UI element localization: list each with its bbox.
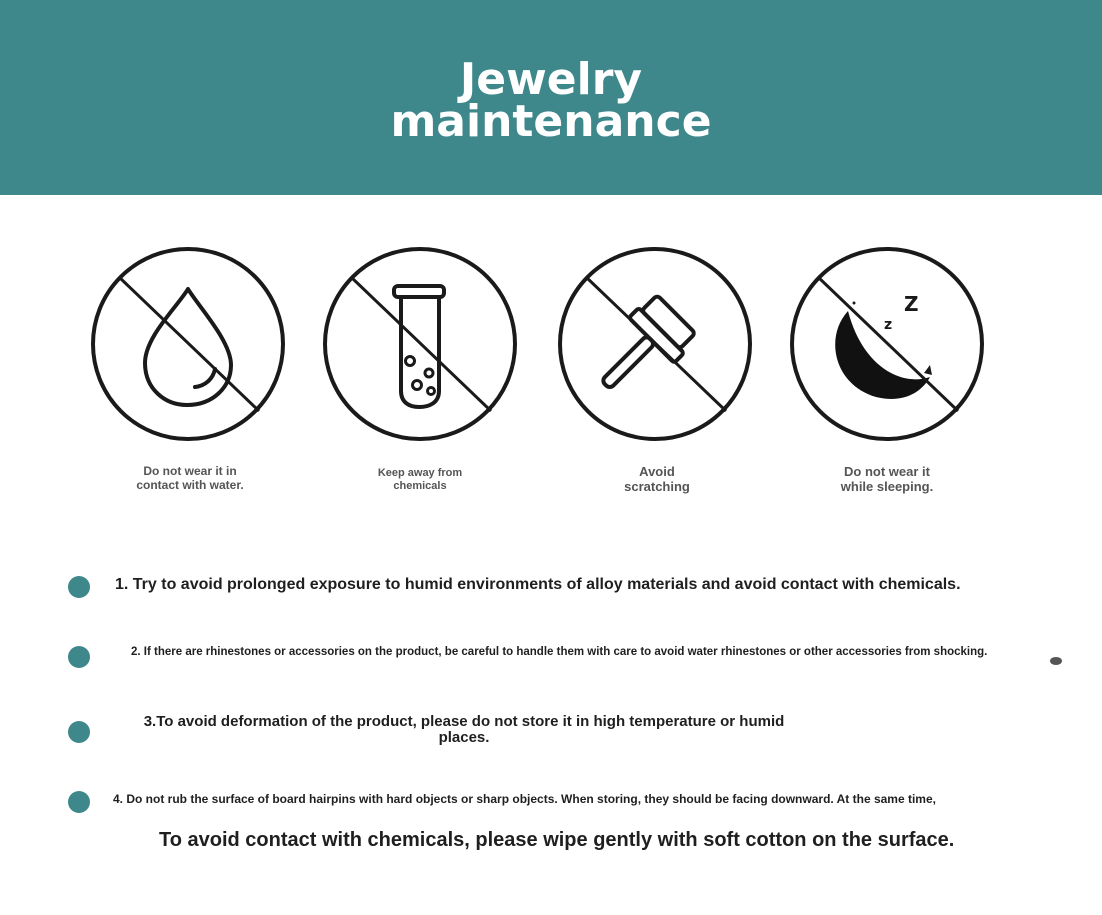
page-title-line1: Jewelry: [459, 54, 643, 105]
caption-scratching: [592, 465, 722, 495]
caption-sleeping-line1: Do not wear it: [844, 464, 930, 479]
sleeping-moon-icon: [788, 245, 986, 443]
svg-text:Z: Z: [904, 292, 919, 316]
page-title-line2: maintenance: [390, 96, 712, 147]
caption-sleeping: [812, 465, 962, 495]
caption-chemicals-line2: chemicals: [393, 479, 447, 492]
caption-chemicals-line1: Keep away from: [377, 467, 463, 479]
smudge-mark: [1048, 655, 1064, 667]
tip-2: 2. If there are rhinestones or accessories on the product, be careful to handle them with care to avoid water rhinestones or other accessories from shocking.: [131, 646, 988, 658]
caption-sleeping-line2: while sleeping.: [840, 478, 934, 494]
tip-3: [134, 714, 794, 746]
test-tube-icon: [321, 245, 519, 443]
caption-scratching-line2: scratching: [624, 478, 690, 494]
header-banner: [0, 0, 1102, 195]
tip-4: 4. Do not rub the surface of board hairpins with hard objects or sharp objects. When storing, they should be facing downward. At the same time,: [113, 792, 936, 806]
hammer-icon: [556, 245, 754, 443]
bullet-dot-1: [68, 576, 90, 598]
tip-3-line2: places.: [438, 728, 490, 746]
svg-text:z: z: [884, 317, 893, 333]
caption-water-line2: contact with water.: [136, 477, 244, 492]
tip-1: 1. Try to avoid prolonged exposure to humid environments of alloy materials and avoid contact with chemicals.: [115, 576, 961, 593]
caption-chemicals: [345, 467, 495, 492]
tip-3-line1: 3.To avoid deformation of the product, please do not store it in high temperature or humid: [143, 713, 785, 730]
bullet-dot-3: [68, 721, 90, 743]
water-drop-icon: [89, 245, 287, 443]
caption-water: [110, 465, 270, 493]
bullet-dot-4: [68, 791, 90, 813]
caption-water-line1: Do not wear it in: [143, 464, 237, 478]
tip-4-continued: To avoid contact with chemicals, please wipe gently with soft cotton on the surface.: [159, 829, 955, 851]
caption-scratching-line1: Avoid: [639, 464, 675, 479]
bullet-dot-2: [68, 646, 90, 668]
